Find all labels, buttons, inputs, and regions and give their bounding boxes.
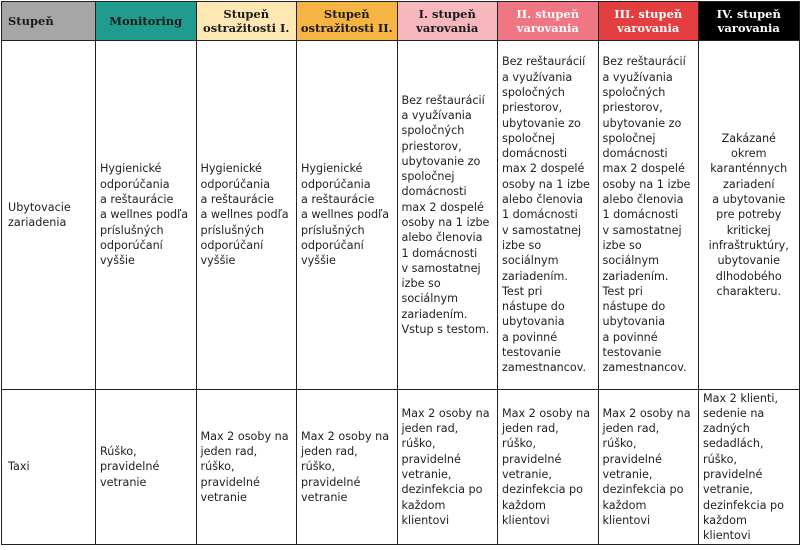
header-ostrazitost-2: Stupeň ostražitosti II. bbox=[297, 2, 398, 41]
measures-table bbox=[1, 1, 800, 545]
cell-varovanie-1: Bez reštaurácií a využívania spoločných priestorov, ubytovanie zo spoločnej domácnosti max 2 dospelé osoby na 1 izbe alebo členovia 1 domácnosti v samostatnej izbe so sociálnym zariadením. Vstup s testom. bbox=[397, 41, 498, 390]
header-varovanie-2: II. stupeň varovania bbox=[498, 2, 599, 41]
cell-varovanie-2: Max 2 osoby na jeden rad, rúško, pravidelné vetranie, dezinfekcia po každom klientovi bbox=[498, 390, 599, 545]
row-label: Taxi bbox=[2, 390, 96, 545]
cell-monitoring: Rúško, pravidelné vetranie bbox=[96, 390, 197, 545]
cell-ostrazitost-1: Max 2 osoby na jeden rad, rúško, pravidelné vetranie bbox=[196, 390, 297, 545]
header-varovanie-1: I. stupeň varovania bbox=[397, 2, 498, 41]
cell-ostrazitost-1: Hygienické odporúčania a reštaurácie a wellnes podľa príslušných odporúčaní vyššie bbox=[196, 41, 297, 390]
cell-ostrazitost-2: Hygienické odporúčania a reštaurácie a wellnes podľa príslušných odporúčaní vyššie bbox=[297, 41, 398, 390]
header-monitoring: Monitoring bbox=[96, 2, 197, 41]
table-row-taxi bbox=[2, 390, 800, 545]
cell-varovanie-4: Zakázané okrem karanténnych zariadení a ubytovanie pre potreby kritickej infraštruktúry, ubytovanie dlhodobého charakteru. bbox=[699, 41, 800, 390]
cell-varovanie-3: Max 2 osoby na jeden rad, rúško, pravidelné vetranie, dezinfekcia po každom klientovi bbox=[598, 390, 699, 545]
cell-monitoring: Hygienické odporúčania a reštaurácie a wellnes podľa príslušných odporúčaní vyššie bbox=[96, 41, 197, 390]
cell-varovanie-1: Max 2 osoby na jeden rad, rúško, pravidelné vetranie, dezinfekcia po každom klientovi bbox=[397, 390, 498, 545]
row-label: Ubytovacie zariadenia bbox=[2, 41, 96, 390]
table-row-ubytovacie-zariadenia bbox=[2, 41, 800, 390]
header-varovanie-3: III. stupeň varovania bbox=[598, 2, 699, 41]
header-stupen: Stupeň bbox=[2, 2, 96, 41]
header-row bbox=[2, 2, 800, 41]
cell-varovanie-3: Bez reštaurácií a využívania spoločných priestorov, ubytovanie zo spoločnej domácnosti max 2 dospelé osoby na 1 izbe alebo členovia 1 domácnosti v samostatnej izbe so sociálnym zariadením. Test pri nástupe do ubytovania a povinné testovanie zamestnancov. bbox=[598, 41, 699, 390]
cell-varovanie-2: Bez reštaurácií a využívania spoločných priestorov, ubytovanie zo spoločnej domácnosti max 2 dospelé osoby na 1 izbe alebo členovia 1 domácnosti v samostatnej izbe so sociálnym zariadením. Test pri nástupe do ubytovania a povinné testovanie zamestnancov. bbox=[498, 41, 599, 390]
header-ostrazitost-1: Stupeň ostražitosti I. bbox=[196, 2, 297, 41]
header-varovanie-4: IV. stupeň varovania bbox=[699, 2, 800, 41]
cell-ostrazitost-2: Max 2 osoby na jeden rad, rúško, pravidelné vetranie bbox=[297, 390, 398, 545]
cell-varovanie-4: Max 2 klienti, sedenie na zadných sedadlách, rúško, pravidelné vetranie, dezinfekcia po každom klientovi bbox=[699, 390, 800, 545]
